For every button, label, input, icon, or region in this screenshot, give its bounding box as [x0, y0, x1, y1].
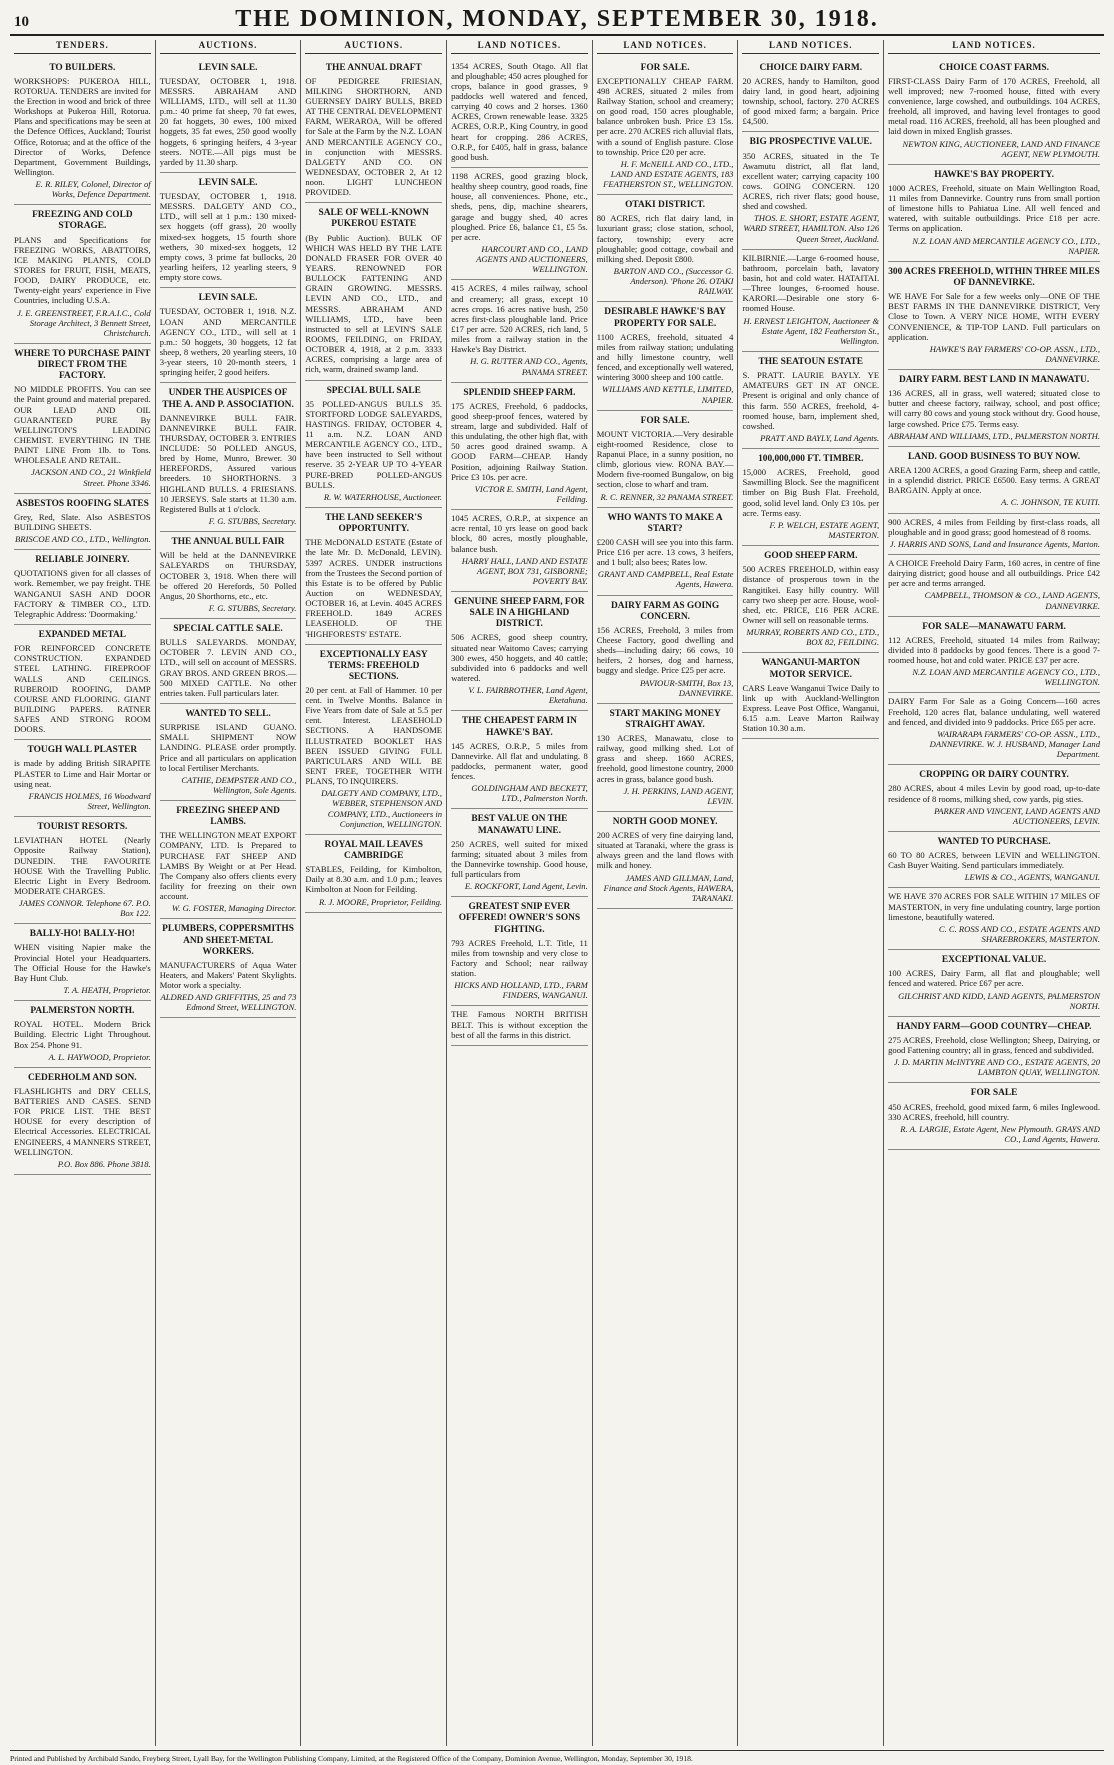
ad-body: BULLS SALEYARDS. MONDAY, OCTOBER 7. LEVIN AND CO., LTD., will sell on account of MESSRS. GRAY BROS. AND GREEN BROS.—500 MIXED CATTLE. No other entries taken. Full particulars later.	[159, 637, 297, 698]
ad-body: Grey, Red, Slate. Also ASBESTOS BUILDING SHEETS.	[14, 511, 151, 532]
ad-body: 15,000 ACRES, Freehold, good Sawmilling Block. See the magnificent timber on Big Bush Flat. Freehold, good, solid level land. Only £3 10s. per acre. Terms easy.	[742, 467, 880, 518]
ad-body: NO MIDDLE PROFITS. You can see the Paint ground and material prepared. OUR LEAD AND OIL GUARANTEED PURE By WELLINGTON'S LEADING CHEMIST. EVERYTHING IN THE PAINT LINE From 1lb. to Tons. WHOLESALE AND RETAIL.	[14, 384, 151, 466]
ad-body: WE HAVE For Sale for a few weeks only—ONE OF THE BEST FARMS IN THE DANNEVIRKE DISTRICT, Very Close to Town. A VERY NICE HOME, WITH EVERY CONVENIENCE, & TIP-TOP LAND. Full particulars on application.	[888, 291, 1100, 342]
ad-body: 1000 ACRES, Freehold, situate on Main Wellington Road, 11 miles from Dannevirke. Country runs from small portion of limestone hills to Pahiatua Line. All well fenced and watered, with suitable outbuildings. Price £18 per acre. Terms on application.	[888, 182, 1100, 234]
ad-heading: 300 ACRES FREEHOLD, WITHIN THREE MILES OF DANNEVIRKE.	[888, 266, 1100, 288]
ad-body: LEVIATHAN HOTEL (Nearly Opposite Railway Station), DUNEDIN. THE FAVOURITE HOUSE With the Travelling Public. Electric Light in Every Bedroom. MODERATE CHARGES.	[14, 835, 151, 896]
advertisement	[160, 173, 297, 288]
ad-heading: WANTED TO PURCHASE.	[937, 836, 1051, 847]
ad-heading: DAIRY FARM. BEST LAND IN MANAWATU.	[898, 375, 1090, 386]
ad-signature: J. H. PERKINS, LAND AGENT, LEVIN.	[623, 785, 734, 806]
column-heading: LAND NOTICES.	[888, 40, 1100, 54]
ad-body: FOR REINFORCED CONCRETE CONSTRUCTION. EXPANDED STEEL LATHING. FIREPROOF WALLS AND CEILINGS. RUBEROID ROOFING, DAMP COURSE AND FLOORING. GIANT BUILDING PAPERS. RATNER SAFES AND STRONG ROOM DOORS.	[14, 643, 151, 735]
advertisement	[305, 508, 442, 645]
advertisement	[888, 58, 1100, 165]
ad-signature: E. R. RILEY, Colonel, Director of Works, Defence Department.	[35, 179, 151, 200]
ad-body: STABLES, Feilding, for Kimbolton, Daily at 8.30 a.m. and 1.0 p.m.; leaves Kimbolton at Noon for Feilding.	[305, 864, 443, 895]
ad-heading: GOOD SHEEP FARM.	[764, 551, 858, 562]
advertisement	[888, 555, 1100, 617]
ad-signature: F. G. STUBBS, Secretary.	[208, 516, 297, 526]
ad-body: 100 ACRES, Dairy Farm, all flat and ploughable; well fenced and watered. Price £67 per acre.	[888, 968, 1100, 989]
imprint: Printed and Published by Archibald Sando, Freyberg Street, Lyall Bay, for the Wellington Publishing Company, Limited, at the Registered Office of the Company, Dominion Avenue, Wellington, Monday, September 30, 1918.	[10, 1750, 1104, 1763]
advertisement	[888, 950, 1100, 1017]
ad-heading: THE ANNUAL BULL FAIR	[171, 537, 285, 548]
ad-heading: WANTED TO SELL.	[185, 709, 271, 720]
ad-signature: C. C. ROSS AND CO., ESTATE AGENTS AND SHAREBROKERS, MASTERTON.	[938, 923, 1100, 945]
ad-body: Will be held at the DANNEVIRKE SALEYARDS on THURSDAY, OCTOBER 3, 1918. When there will be offered 20 Herefords, 50 Polled Angus, 20 Shorthorns, etc., etc.	[159, 550, 297, 601]
ad-body: 350 ACRES, situated in the Te Awamutu district, all flat land, excellent water; carrying capacity 100 cows. GOING CONCERN. 120 ACRES, rich river flats; good house, shed and cowshed.	[742, 150, 880, 212]
page-title: THE DOMINION, MONDAY, SEPTEMBER 30, 1918.	[235, 6, 879, 32]
ad-signature: R. A. LARGIE, Estate Agent, New Plymouth. GRAYS AND CO., Land Agents, Hawera.	[900, 1123, 1100, 1144]
advertisement	[888, 370, 1100, 447]
column-3	[301, 40, 447, 1746]
advertisement	[305, 203, 442, 380]
ad-heading: LEVIN SALE.	[198, 293, 258, 304]
masthead	[10, 6, 1104, 36]
ad-heading: 100,000,000 FT. TIMBER.	[758, 454, 864, 465]
ad-signature: JAMES AND GILLMAN, Land, Finance and Stock Agents, HAWERA, TARANAKI.	[603, 872, 734, 903]
advertisement	[14, 550, 151, 625]
ad-signature: GOLDINGHAM AND BECKETT, LTD., Palmerston North.	[471, 783, 588, 804]
ad-heading: SPECIAL CATTLE SALE.	[173, 624, 283, 635]
column-heading: AUCTIONS.	[305, 40, 442, 54]
ad-signature: HARCOURT AND CO., LAND AGENTS AND AUCTIONEERS, WELLINGTON.	[476, 244, 588, 275]
ad-body: 136 ACRES, all in grass, well watered; situated close to butter and cheese factory, railway, school, and post office; will carry 80 cows and young stock without dry. Good house, large cowshed. Price £75. Terms easy.	[888, 388, 1100, 429]
ad-signature: HAWKE'S BAY FARMERS' CO-OP. ASSN., LTD., DANNEVIRKE.	[929, 343, 1100, 364]
advertisement	[451, 1006, 588, 1045]
ad-signature: E. ROCKFORT, Land Agent, Levin.	[464, 881, 588, 892]
ad-body: 280 ACRES, about 4 miles Levin by good road, up-to-date residence of 8 rooms, milking shed, cow yards, pig sties.	[888, 783, 1100, 804]
ad-signature: PAVIOUR-SMITH, Box 13, DANNEVIRKE.	[639, 677, 734, 698]
ad-heading: FREEZING SHEEP AND LAMBS.	[176, 806, 280, 828]
ad-signature: A. L. HAYWOOD, Proprietor.	[48, 1051, 151, 1062]
ad-heading: DAIRY FARM AS GOING CONCERN.	[610, 600, 720, 622]
ad-heading: FOR SALE.	[640, 415, 690, 426]
ad-body: DANNEVIRKE BULL FAIR. DANNEVIRKE BULL FAIR. THURSDAY, OCTOBER 3. ENTRIES INCLUDE: 50 POLLED ANGUS, bred by Home, Munro, Brewer. 30 HEREFORDS, Assured various breeders. 10 SHORTHORNS. 3 HIGHLAND BULLS. 4 FRIESIANS. 10 JERSEYS. Sale starts at 11.30 a.m. Registered Bulls at 1 o'clock.	[159, 412, 297, 514]
ad-heading: NORTH GOOD MONEY.	[612, 816, 718, 827]
ad-body: ROYAL HOTEL. Modern Brick Building. Electric Light Throughout. Box 254. Phone 91.	[14, 1019, 151, 1050]
ad-heading: ASBESTOS ROOFING SLATES	[15, 498, 149, 509]
ad-signature: V. L. FAIRBROTHER, Land Agent, Eketahuna.	[468, 685, 588, 706]
ad-body: 900 ACRES, 4 miles from Feilding by first-class roads, all ploughable and in good grass; good homestead of 8 rooms.	[888, 516, 1100, 537]
ad-signature: VICTOR E. SMITH, Land Agent, Feilding.	[474, 483, 588, 505]
ad-signature: BRISCOE AND CO., LTD., Wellington.	[15, 534, 151, 545]
ad-body: THE McDONALD ESTATE (Estate of the late Mr. D. McDonald, LEVIN). 5397 ACRES. UNDER instructions from the Trustees the Second portion of this Estate is to be offered by Public Auction on WEDNESDAY, OCTOBER 16, at Levin. 4045 ACRES FREEHOLD. 1849 ACRES LEASEHOLD. OF THE 'HIGHFORESTS' ESTATE.	[305, 537, 443, 639]
advertisement	[14, 740, 151, 817]
advertisement	[14, 205, 151, 344]
advertisement	[451, 510, 588, 592]
column-4	[447, 40, 593, 1746]
ad-body: 275 ACRES, Freehold, close Wellington; Sheep, Dairying, or good Fattening country; all in grass, fenced and subdivided.	[888, 1034, 1100, 1056]
advertisement	[888, 765, 1100, 832]
ad-heading: THE CHEAPEST FARM IN HAWKE'S BAY.	[461, 716, 577, 738]
column-2	[156, 40, 302, 1746]
ad-body: 145 ACRES, O.R.P., 5 miles from Dannevirke. All flat and undulating. 8 paddocks, permanent water, good fences.	[451, 740, 588, 782]
column-5	[593, 40, 739, 1746]
advertisement	[305, 645, 442, 835]
ad-heading: EXCEPTIONAL VALUE.	[941, 955, 1047, 966]
ad-heading: HANDY FARM—GOOD COUNTRY—CHEAP.	[896, 1021, 1092, 1032]
ad-heading: RELIABLE JOINERY.	[35, 555, 130, 566]
ad-body: (By Public Auction). BULK OF WHICH WAS HELD BY THE LATE DONALD FRASER FOR OVER 40 YEARS. RENOWNED FOR BULLOCK FATTENING AND GRAIN GROWING. MESSRS. LEVIN AND CO., LTD., and MESSRS. ABRAHAM AND WILLIAMS, LTD., have been instructed to sell at LEVIN'S SALE ROOMS, FEILDING, on FRIDAY, OCTOBER 4, 1918, at 2 p.m. 3333 ACRES, comprising a large area of rich, warm, drained swamp land.	[305, 232, 443, 375]
advertisement	[160, 919, 297, 1018]
ad-signature: P.O. Box 886. Phone 3818.	[57, 1158, 151, 1169]
advertisement	[888, 832, 1100, 889]
ad-signature: J. D. MARTIN McINTYRE AND CO., ESTATE AGENTS, 20 LAMBTON QUAY, WELLINGTON.	[893, 1057, 1100, 1078]
advertisement	[597, 704, 734, 812]
ad-heading: TOUGH WALL PLASTER	[27, 745, 138, 756]
ad-body: WORKSHOPS: PUKEROA HILL, ROTORUA. TENDERS are invited for the Erection in wood and brick of three Workshops at Pukeroa Hill, Rotorua. Plans and specifications may be seen at the Defence Offices, Auckland; Tourist Office, Rotorua; and at the office of the Director of Works, Defence Department, Government Buildings, Wellington.	[14, 75, 151, 177]
ad-heading: CEDERHOLM AND SON.	[28, 1072, 137, 1083]
ad-heading: BALLY-HO! BALLY-HO!	[29, 929, 135, 940]
advertisement	[14, 924, 151, 1001]
ad-heading: WHERE TO PURCHASE PAINT DIRECT FROM THE FACTORY.	[14, 348, 151, 382]
ad-signature: N.Z. LOAN AND MERCANTILE AGENCY CO., LTD., NAPIER.	[912, 235, 1100, 256]
ad-signature: LEWIS & CO., AGENTS, WANGANUI.	[964, 872, 1100, 883]
ad-heading: LAND. GOOD BUSINESS TO BUY NOW.	[907, 451, 1081, 462]
ad-body: FIRST-CLASS Dairy Farm of 170 ACRES, Freehold, all well improved; new 7-roomed house, fitted with every convenience, large cowshed, and outbuildings. 104 ACRES, freehold, all improved, and having level frontages to good metal road. 116 ACRES, freehold, all has been ploughed and laid down in mixed English grasses.	[888, 75, 1100, 137]
ad-signature: J. E. GREENSTREET, F.R.A.I.C., Cold Storage Architect, 3 Bennett Street, Christchurch.	[17, 307, 151, 338]
advertisement	[888, 888, 1100, 950]
ad-heading: BIG PROSPECTIVE VALUE.	[749, 137, 872, 148]
ad-signature: F. G. STUBBS, Secretary.	[208, 602, 297, 613]
ad-body: QUOTATIONS given for all classes of work. Remember, we pay freight. THE WANGANUI SASH AND DOOR FACTORY & TIMBER CO., LTD. Telegraphic Address: 'Doormaking.'	[14, 568, 151, 619]
advertisement	[160, 619, 297, 704]
column-heading: TENDERS.	[14, 40, 151, 54]
column-6	[738, 40, 884, 1746]
advertisement	[160, 288, 297, 383]
ad-heading: GENUINE SHEEP FARM, FOR SALE IN A HIGHLAND DISTRICT.	[454, 597, 585, 630]
ad-body: 415 ACRES, 4 miles railway, school and creamery; all grass, except 10 acres crops. 16 acres native bush, 250 acres first-class ploughable land. Price £17 per acre. 520 ACRES, rich land, 5 miles from a railway station in the Hawke's Bay District.	[451, 283, 588, 355]
ad-signature: GILCHRIST AND KIDD, LAND AGENTS, PALMERSTON NORTH.	[898, 990, 1100, 1011]
ad-body: 1100 ACRES, freehold, situated 4 miles from railway station; undulating and hilly limestone country, well fenced, and exceptionally well watered, wintering 3000 sheep and 100 cattle.	[596, 331, 734, 383]
ad-body: KILBIRNIE.—Large 6-roomed house, bathroom, porcelain bath, lavatory basin, hot and cold water. HATAITAI.—Three lounges, 6-roomed house. KARORI.—Desirable one story 6-roomed House.	[742, 252, 880, 314]
advertisement	[888, 165, 1100, 262]
ad-body: PLANS and Specifications for FREEZING WORKS, ABATTOIRS, ICE MAKING PLANTS, COLD STORES for FRUIT, FISH, MEATS, FOOD, DAIRY PRODUCE, etc. Twenty-eight years' experience in Five Countries, including U.S.A.	[14, 234, 151, 306]
advertisement	[742, 250, 879, 352]
advertisement	[14, 344, 151, 494]
ad-body: WHEN visiting Napier make the Provincial Hotel your Headquarters. The Official House for the Hawke's Bay Hunt Club.	[14, 942, 151, 983]
ad-signature: FRANCIS HOLMES, 16 Woodward Street, Wellington.	[28, 790, 151, 811]
ad-signature: HARRY HALL, LAND AND ESTATE AGENT, BOX 731, GISBORNE; POVERTY BAY.	[461, 555, 588, 587]
ad-signature: WAIRARAPA FARMERS' CO-OP. ASSN., LTD., DANNEVIRKE. W. J. HUSBAND, Manager Land Department.	[929, 728, 1100, 760]
advertisement	[597, 596, 734, 704]
newspaper-page	[10, 6, 1104, 1763]
ad-body: CARS Leave Wanganui Twice Daily to link up with Auckland-Wellington Express. Leave Post Office, Wanganui, 6.15 a.m. Leave Marton Railway Station 10.30 a.m.	[742, 682, 880, 734]
ad-signature: GRANT AND CAMPBELL, Real Estate Agents, Hawera.	[597, 569, 734, 590]
advertisement	[742, 546, 879, 653]
ad-signature: ALDRED AND GRIFFITHS, 25 and 73 Edmond Street, WELLINGTON.	[160, 992, 297, 1013]
ad-body: THE WELLINGTON MEAT EXPORT COMPANY, LTD. Is Prepared to PURCHASE FAT SHEEP AND LAMBS By Weight or at Per Head. The Company also offers clients every facility for freezing on their own account.	[159, 830, 297, 902]
ad-signature: MURRAY, ROBERTS AND CO., LTD., BOX 82, FEILDING.	[746, 627, 880, 648]
advertisement	[14, 494, 151, 551]
advertisement	[742, 132, 879, 249]
column-heading: LAND NOTICES.	[451, 40, 588, 54]
column-7	[884, 40, 1104, 1746]
ad-body: 1354 ACRES, South Otago. All flat and ploughable; 450 acres ploughed for crops, balance in good grasses, 9 paddocks well watered and fenced, carrying 40 cows and 2 horses. 1360 ACRES, Crown renewable lease. 3325 ACRES, O.R.P., King Country, in good heart for cropping. 286 ACRES, O.R.P., for £405, half in grass, balance good bush.	[451, 60, 588, 162]
ad-heading: DESIRABLE HAWKE'S BAY PROPERTY FOR SALE.	[604, 307, 726, 329]
ad-heading: GREATEST SNIP EVER OFFERED! OWNER'S SONS FIGHTING.	[458, 902, 581, 935]
ad-signature: DALGETY AND COMPANY, LTD., WEBBER, STEPHENSON AND COMPANY, LTD., Auctioneers in Conjunction, WELLINGTON.	[321, 788, 443, 829]
advertisement	[742, 352, 879, 449]
advertisement	[451, 592, 588, 711]
ad-signature: ABRAHAM AND WILLIAMS, LTD., PALMERSTON NORTH.	[888, 430, 1100, 441]
ad-heading: THE LAND SEEKER'S OPPORTUNITY.	[325, 513, 423, 535]
ad-body: OF PEDIGREE FRIESIAN, MILKING SHORTHORN, AND GUERNSEY DAIRY BULLS, BRED AT THE CENTRAL DEVELOPMENT FARM, WERAROA, Will be offered for Sale at the Farm by the N.Z. LOAN AND MERCANTILE AGENCY CO., in conjunction with MESSRS. DALGETY AND CO. ON WEDNESDAY, OCTOBER 2, At 12 noon. LIGHT LUNCHEON PROVIDED.	[305, 75, 443, 198]
advertisement	[160, 383, 297, 532]
ad-signature: THOS. E. SHORT, ESTATE AGENT, WARD STREET, HAMILTON. Also 126 Queen Street, Auckland.	[743, 213, 880, 244]
ad-heading: LEVIN SALE.	[198, 62, 258, 73]
ad-heading: FOR SALE.	[640, 62, 690, 73]
advertisement	[742, 58, 879, 133]
ad-signature: H. ERNEST LEIGHTON, Auctioneer & Estate Agent, 182 Featherston St., Wellington.	[743, 315, 880, 346]
column-heading: LAND NOTICES.	[597, 40, 734, 54]
advertisement	[597, 302, 734, 410]
ad-heading: SALE OF WELL-KNOWN PUKEROU ESTATE	[318, 208, 429, 230]
advertisement	[888, 693, 1100, 765]
ad-signature: A. C. JOHNSON, TE KUITI.	[1001, 497, 1100, 508]
ad-signature: J. HARRIS AND SONS, Land and Insurance Agents, Marton.	[889, 538, 1100, 549]
ad-heading: LEVIN SALE.	[198, 177, 258, 188]
page-number: 10	[14, 14, 29, 30]
ad-signature: PARKER AND VINCENT, LAND AGENTS AND AUCTIONEERS, LEVIN.	[934, 805, 1100, 826]
ad-body: 156 ACRES, Freehold, 3 miles from Cheese Factory, good dwelling and sheds—including dairy; 66 cows, 10 heifers, 2 horses, dog and harness, buggy and sledge. Price £25 per acre.	[596, 624, 734, 676]
ad-signature: PRATT AND BAYLY, Land Agents.	[760, 432, 880, 443]
ad-heading: FOR SALE	[970, 1088, 1018, 1099]
advertisement	[597, 58, 734, 196]
ad-signature: R. W. WATERHOUSE, Auctioneer.	[323, 491, 443, 502]
ad-signature: W. G. FOSTER, Managing Director.	[171, 903, 297, 914]
ad-signature: H. F. McNEILL AND CO., LTD., LAND AND ESTATE AGENTS, 183 FEATHERSTON ST., WELLINGTON.	[603, 158, 734, 190]
advertisement	[597, 411, 734, 508]
advertisement	[160, 801, 297, 919]
ad-heading: PLUMBERS, COPPERSMITHS AND SHEET-METAL WORKERS.	[162, 924, 294, 957]
ad-body: AREA 1200 ACRES, a good Grazing Farm, sheep and cattle, in a splendid district. PRICE £6500. Easy terms. A GREAT BARGAIN. Apply at once.	[888, 464, 1100, 496]
ad-signature: CAMPBELL, THOMSON & CO., LAND AGENTS, DANNEVIRKE.	[924, 590, 1100, 611]
advertisement	[451, 809, 588, 897]
ad-heading: TO BUILDERS.	[49, 62, 116, 73]
ad-heading: HAWKE'S BAY PROPERTY.	[934, 169, 1054, 180]
advertisement	[14, 625, 151, 740]
ad-heading: FREEZING AND COLD STORAGE.	[32, 210, 133, 232]
ad-body: A CHOICE Freehold Dairy Farm, 160 acres, in centre of fine dairying district; good house and all outbuildings. Price £42 per acre and terms arranged.	[888, 557, 1100, 589]
ad-body: TUESDAY, OCTOBER 1, 1918. N.Z. LOAN AND MERCANTILE AGENCY CO., LTD., will sell at 1 p.m.: 50 hoggets, 30 hoggets, 12 fat sheep, 8 wethers, 20 yearling steers, 10 3-year steers, 10 20-month steers, 1 springing heifer, 2 good heifers.	[159, 306, 297, 378]
advertisement	[597, 508, 734, 596]
advertisement	[14, 817, 151, 924]
ad-body: MOUNT VICTORIA.—Very desirable eight-roomed Residence, close to Rapanui Place, in a sunny position, no climb, glorious view. RONA BAY.—Modern five-roomed Bungalow, on big section, close to wharf and tram.	[596, 428, 734, 490]
ad-signature: JAMES CONNOR. Telephone 67. P.O. Box 122.	[18, 898, 151, 919]
advertisement	[451, 711, 588, 809]
ad-body: S. PRATT. LAURIE BAYLY. YE AMATEURS GET IN AT ONCE. Present is original and only chance of this farm. 550 ACRES, freehold, 4-roomed house, barn, implement shed, cowshed.	[742, 370, 880, 431]
ad-body: WE HAVE 370 ACRES FOR SALE WITHIN 17 MILES OF MASTERTON, in very fine undulating country, large portion limestone, beautifully watered.	[888, 891, 1100, 922]
advertisement	[160, 532, 297, 619]
advertisement	[451, 383, 588, 511]
ad-heading: SPLENDID SHEEP FARM.	[463, 387, 576, 398]
ad-heading: CROPPING OR DAIRY COUNTRY.	[919, 770, 1069, 781]
advertisement	[451, 280, 588, 382]
advertisement	[14, 58, 151, 206]
ad-heading: FOR SALE—MANAWATU FARM.	[922, 621, 1066, 632]
advertisement	[14, 1001, 151, 1068]
ad-body: is made by adding British SIRAPITE PLASTER to Lime and Hair Mortar or using neat.	[14, 758, 151, 789]
ad-signature: R. C. RENNER, 32 PANAMA STREET.	[600, 491, 734, 502]
ad-heading: CHOICE COAST FARMS.	[939, 62, 1049, 73]
column-heading: LAND NOTICES.	[742, 40, 879, 54]
ad-heading: BEST VALUE ON THE MANAWATU LINE.	[471, 814, 568, 836]
ad-heading: UNDER THE AUSPICES OF THE A. AND P. ASSOCIATION.	[162, 388, 294, 410]
ad-heading: WHO WANTS TO MAKE A START?	[607, 512, 723, 534]
ad-signature: H. G. RUTTER AND CO., Agents, PANAMA STREET.	[470, 356, 588, 377]
advertisement	[742, 449, 879, 546]
ad-body: 450 ACRES, freehold, good mixed farm, 6 miles Inglewood. 330 ACRES, freehold, hill country.	[888, 1101, 1100, 1122]
ad-body: TUESDAY, OCTOBER 1, 1918. MESSRS. ABRAHAM AND WILLIAMS, LTD., will sell at 11.30 p.m.: 40 prime fat sheep, 70 fat ewes, 20 fat hoggets, 30 ewes, 100 mixed hoggets, 35 fat ewes, 250 good woolly hoggets, 6 springing heifers, 4 3-year steers. NOTE.—All pigs must be yarded by 11.30 sharp.	[159, 75, 297, 167]
ad-body: 500 ACRES FREEHOLD, within easy distance of prosperous town in the Rangitikei. Easy hilly country. Will carry two sheep per acre. House, wool-shed, etc. PRICE, £16 PER ACRE. Owner will sell on reasonable terms.	[742, 564, 880, 625]
ad-heading: START MAKING MONEY STRAIGHT AWAY.	[609, 708, 721, 730]
advertisement	[160, 704, 297, 801]
advertisement	[888, 447, 1100, 514]
ad-body: TUESDAY, OCTOBER 1, 1918. MESSRS. DALGETY AND CO., LTD., will sell at 1 p.m.: 130 mixed-sex hoggets (off grass), 20 woolly mixed-sex hoggets, 15 fourth shore wethers, 30 mixed-sex hoggets, 12 empty cows, 3 prime fat bullocks, 20 yearling heifers, 12 yearling steers, 9 empty store cows.	[159, 191, 297, 283]
advertisement	[14, 1068, 151, 1175]
ad-heading: EXCEPTIONALLY EASY TERMS: FREEHOLD SECTIONS.	[319, 649, 428, 682]
ad-body: 60 TO 80 ACRES, between LEVIN and WELLINGTON. Cash Buyer Waiting. Send particulars immediately.	[888, 850, 1100, 871]
ad-signature: R. J. MOORE, Proprietor, Feilding.	[318, 896, 443, 907]
ad-body: 200 ACRES of very fine dairying land, situated at Taranaki, where the grass is always green and the land flows with milk and honey.	[596, 830, 734, 871]
advertisement	[305, 381, 442, 509]
ad-body: £200 CASH will see you into this farm. Price £16 per acre. 13 cows, 3 heifers, and 1 bull; also bees; Rates low.	[596, 536, 734, 568]
ad-body: DAIRY Farm For Sale as a Going Concern—160 acres Freehold, 120 acres flat, balance undulating, well watered and fenced, and divided into 9 paddocks. Price £65 per acre.	[888, 696, 1100, 727]
ad-body: MANUFACTURERS of Aqua Water Heaters, and Makers' Patent Skylights. Motor work a specialty.	[159, 959, 297, 990]
advertisement	[888, 1083, 1100, 1150]
advertisement	[888, 262, 1100, 370]
ad-body: 175 ACRES, Freehold, 6 paddocks, good sheep-proof fences, watered by stream, large and subdivided. Half of this undulating, the other high flat, with 50 acres good drained swamp. A GOOD FARM—CHEAP. Handy Position, adjoining Railway Station. Price £3 10s. per acre.	[451, 400, 588, 482]
ad-signature: CATHIE, DEMPSTER AND CO., Wellington, Sole Agents.	[181, 774, 297, 795]
advertisement	[888, 1017, 1100, 1084]
ad-signature: NEWTON KING, AUCTIONEER, LAND AND FINANCE AGENT, NEW PLYMOUTH.	[902, 138, 1100, 159]
ad-heading: OTAKI DISTRICT.	[625, 200, 706, 211]
ad-body: 35 POLLED-ANGUS BULLS 35. STORTFORD LODGE SALEYARDS, HASTINGS. FRIDAY, OCTOBER 4, 11 a.m. N.Z. LOAN AND MERCANTILE AGENCY CO., LTD., have been instructed to Sell without reserve. 35 2-YEAR UP TO 4-YEAR PURE-BRED POLLED-ANGUS BULLS.	[305, 398, 443, 490]
ad-heading: THE SEATOUN ESTATE	[758, 357, 864, 368]
ad-heading: TOURIST RESORTS.	[37, 822, 128, 833]
ad-signature: F. P. WELCH, ESTATE AGENT, MASTERTON.	[769, 519, 880, 541]
ad-heading: PALMERSTON NORTH.	[30, 1006, 135, 1017]
ad-signature: JACKSON AND CO., 21 Winkfield Street. Phone 3346.	[31, 467, 151, 488]
advertisement	[597, 812, 734, 909]
advertisement	[742, 653, 879, 739]
advertisement	[888, 617, 1100, 694]
advertisement	[597, 195, 734, 302]
ad-signature: T. A. HEATH, Proprietor.	[63, 985, 151, 996]
ad-signature: WILLIAMS AND KETTLE, LIMITED, NAPIER.	[602, 384, 734, 405]
ad-body: 20 per cent. at Fall of Hammer. 10 per cent. in Twelve Months. Balance in Five Years from date of Sale at 5.5 per cent. Interest. LEASEHOLD SECTIONS. A HANDSOME ILLUSTRATED BOOKLET HAS BEEN ISSUED GIVING FULL PARTICULARS AND WILL BE SENT FREE, TOGETHER WITH PLANS, TO INQUIRERS.	[305, 684, 443, 787]
ad-body: 130 ACRES, Manawatu, close to railway, good milking shed. Lot of grass and sheep. 1660 ACRES, freehold, good limestone country, 2000 acres in grass, balance good bush.	[596, 732, 734, 784]
ad-body: SURPRISE ISLAND GUANO. SMALL SHIPMENT NOW LANDING. PLEASE order promptly. Price and all particulars on application to local Fertiliser Merchants.	[159, 722, 297, 773]
ad-signature: N.Z. LOAN AND MERCANTILE AGENCY CO., LTD., WELLINGTON.	[912, 667, 1100, 688]
advertisement	[160, 58, 297, 173]
ad-heading: CHOICE DAIRY FARM.	[759, 62, 863, 73]
ad-body: 1198 ACRES, good grazing block, healthy sheep country, good roads, fine house, all conveniences. Phone, etc., sheds, pens, dip, machine shearers, garage and buggy shed, 40 acres ploughed. Price £6, balance £1, £5 5s. per acre.	[451, 171, 588, 242]
ad-body: 506 ACRES, good sheep country, situated near Waitomo Caves; carrying 300 ewes, 450 hoggets, and 40 cattle; subdivided into 6 paddocks and well watered.	[451, 632, 588, 684]
ad-signature: BARTON AND CO., (Successor G. Anderson). 'Phone 26. OTAKI RAILWAY.	[613, 266, 734, 297]
ad-body: 80 ACRES, rich flat dairy land, in luxuriant grass; close station, school, factory, township; every acre ploughable; good cottage, cowbail and milking shed. Deposit £800.	[596, 213, 734, 264]
column-1	[10, 40, 156, 1746]
ad-body: 1045 ACRES, O.R.P., at sixpence an acre rental, 10 yrs lease on good back block, 80 acres, mostly ploughable, balance bush.	[451, 513, 588, 554]
columns	[10, 40, 1104, 1746]
ad-body: 793 ACRES Freehold, L.T. Title, 11 miles from township and very close to Factory and School; near railway station.	[451, 937, 588, 979]
advertisement	[451, 168, 588, 280]
column-heading: AUCTIONS.	[160, 40, 297, 54]
ad-body: 20 ACRES, handy to Hamilton, good dairy land, in good heart, adjoining township, school, factory. 270 ACRES of good mixed farm; a bargain. Price £4,500.	[742, 75, 880, 127]
advertisement	[451, 897, 588, 1006]
ad-heading: WANGANUI-MARTON MOTOR SERVICE.	[761, 658, 861, 680]
ad-heading: ROYAL MAIL LEAVES CAMBRIDGE	[324, 839, 423, 861]
advertisement	[305, 835, 442, 913]
ad-body: FLASHLIGHTS and DRY CELLS, BATTERIES AND CASES. SEND FOR PRICE LIST. THE BEST HOUSE for every description of Electrical Accessories. ELECTRICAL ENGINEERS, 4 MANNERS STREET, WELLINGTON.	[14, 1085, 151, 1157]
advertisement	[305, 58, 442, 204]
ad-body: EXCEPTIONALLY CHEAP FARM. 498 ACRES, situated 2 miles from Railway Station, school and creamery; on good road, 150 acres ploughable, balance unbroken bush. Price £3 15s. per acre. 270 ACRES rich alluvial flats, with a sound of English pasture. Close to township. Price £20 per acre.	[596, 75, 734, 157]
ad-signature: HICKS AND HOLLAND, LTD., FARM FINDERS, WANGANUI.	[454, 980, 588, 1001]
ad-body: THE Famous NORTH BRITISH BELT. This is without exception the best of all the farms in this district.	[451, 1009, 588, 1040]
ad-heading: EXPANDED METAL	[38, 629, 127, 640]
ad-body: 250 ACRES, well suited for mixed farming; situated about 3 miles from the Dannevirke township. Good house, full particulars from	[451, 838, 588, 880]
ad-body: 112 ACRES, Freehold, situated 14 miles from Railway; divided into 8 paddocks by good fences. There is a good 7-roomed house, hot and cold water. PRICE £37 per acre.	[888, 634, 1100, 666]
advertisement	[451, 58, 588, 168]
advertisement	[888, 514, 1100, 555]
ad-heading: THE ANNUAL DRAFT	[325, 62, 422, 73]
ad-heading: SPECIAL BULL SALE	[326, 385, 421, 396]
